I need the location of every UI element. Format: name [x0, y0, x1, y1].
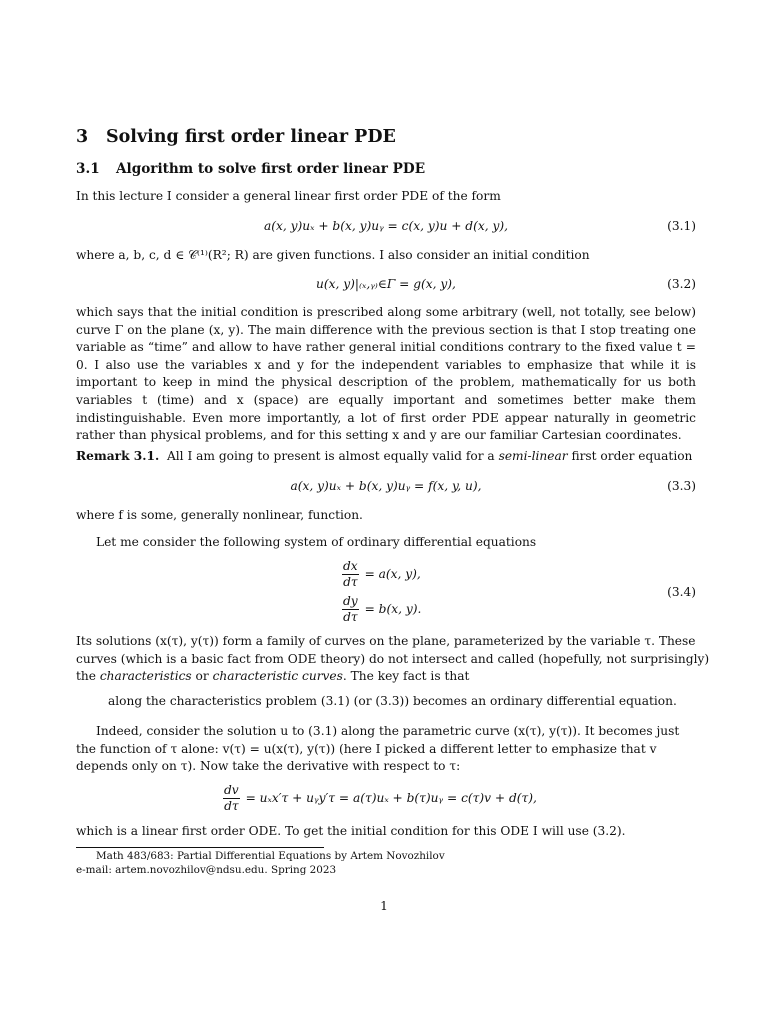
subsection-number: 3.1	[76, 161, 100, 177]
indeed-line-1: Indeed, consider the solution u to (3.1) along the parametric curve (x(τ), y(τ)). It becomes just	[96, 724, 680, 738]
remark-text-before: All I am going to present is almost equally valid for a	[166, 449, 495, 463]
solutions-text: . The key fact is that	[342, 669, 470, 683]
fraction-denominator: dτ	[343, 610, 358, 624]
equation-3-2	[76, 277, 696, 297]
section-number: 3	[76, 127, 89, 147]
page-number: 1	[380, 899, 388, 913]
equation-3-4-rhs-2: = b(x, y).	[364, 602, 422, 616]
fraction-dy-dtau	[342, 594, 359, 625]
term-characteristic-curves: characteristic curves	[212, 669, 343, 683]
equation-derivative-rhs: = uₓx′τ + uᵧy′τ = a(τ)uₓ + b(τ)uᵧ = c(τ)v + d(τ),	[245, 791, 537, 805]
footnote-line-2: e-mail: artem.novozhilov@ndsu.edu. Spring 2023	[76, 864, 337, 876]
equation-3-4-rhs-1: = a(x, y),	[364, 567, 421, 581]
fraction-dv-dtau	[223, 783, 240, 814]
footnote-rule	[76, 847, 324, 848]
fraction-numerator: dx	[343, 559, 358, 573]
equation-3-4-row-1	[340, 559, 421, 590]
remark-tail: where f is some, generally nonlinear, function.	[76, 508, 363, 522]
solutions-text: or	[195, 669, 209, 683]
fraction-denominator: dτ	[224, 799, 239, 813]
equation-3-1-tag: (3.1)	[667, 219, 696, 233]
remark-3-1	[76, 449, 692, 463]
remark-emphasis: semi-linear	[498, 449, 568, 463]
section-title: Solving first order linear PDE	[106, 127, 396, 147]
equation-3-1-body: a(x, y)uₓ + b(x, y)uᵧ = c(x, y)u + d(x, y),	[264, 219, 508, 233]
equation-3-3-body: a(x, y)uₓ + b(x, y)uᵧ = f(x, y, u),	[290, 479, 482, 493]
key-fact: along the characteristics problem (3.1) (or (3.3)) becomes an ordinary differential equation.	[108, 694, 677, 708]
equation-3-4-row-2	[340, 594, 421, 625]
equation-3-1	[76, 219, 696, 239]
equation-derivative	[221, 783, 537, 814]
section-heading	[76, 127, 396, 147]
system-intro: Let me consider the following system of ordinary differential equations	[96, 535, 537, 549]
fraction-denominator: dτ	[343, 575, 358, 589]
term-characteristics: characteristics	[99, 669, 192, 683]
equation-3-4-tag: (3.4)	[667, 585, 696, 599]
equation-3-2-body: u(x, y)|₍ₓ,ᵧ₎∈Γ = g(x, y),	[316, 277, 456, 291]
functions-line: where a, b, c, d ∈ 𝒞⁽¹⁾(R²; R) are given functions. I also consider an initial condition	[76, 248, 590, 262]
subsection-heading	[76, 161, 425, 177]
subsection-title: Algorithm to solve first order linear PDE	[116, 161, 426, 177]
indeed-line-3: depends only on τ). Now take the derivative with respect to τ:	[76, 759, 461, 773]
solutions-line-1: Its solutions (x(τ), y(τ)) form a family of curves on the plane, parameterized by the variable τ. These	[76, 634, 696, 648]
fraction-numerator: dy	[343, 594, 358, 608]
equation-3-3-tag: (3.3)	[667, 479, 696, 493]
remark-label: Remark 3.1.	[76, 449, 160, 463]
solutions-line-2: curves (which is a basic fact from ODE theory) do not intersect and called (hopefully, not surprisingly)	[76, 652, 710, 666]
footnote-line-1: Math 483/683: Partial Differential Equations by Artem Novozhilov	[96, 850, 445, 862]
solutions-line-3	[76, 669, 469, 683]
remark-text-after: first order equation	[571, 449, 693, 463]
fraction-numerator: dv	[224, 783, 239, 797]
equation-3-2-tag: (3.2)	[667, 277, 696, 291]
solutions-text: the	[76, 669, 96, 683]
equation-3-3	[76, 479, 696, 499]
closing-sentence: which is a linear first order ODE. To get the initial condition for this ODE I will use (3.2).	[76, 824, 626, 838]
fraction-dx-dtau	[342, 559, 359, 590]
indeed-line-2: the function of τ alone: v(τ) = u(x(τ), y(τ)) (here I picked a different letter to emphasize that v	[76, 742, 657, 756]
initial-condition-paragraph: which says that the initial condition is prescribed along some arbitrary (well, not totally, see below) curve Γ on the plane (x, y). The main difference with the previous section is that I stop treating one variable as “time” and allow to have rather general initial conditions contrary to the fixed value t = 0. I also use the variables x and y for the independent variables to emphasize that while it is important to keep in mind the physical description of the problem, mathematically for us both variables t (time) and x (space) are equally important and sometimes better make them indistinguishable. Even more importantly, a lot of first order PDE appear naturally in geometric rather than physical problems, and for this setting x and y are our familiar Cartesian coordinates.	[76, 305, 696, 443]
intro-paragraph: In this lecture I consider a general linear first order PDE of the form	[76, 189, 501, 203]
